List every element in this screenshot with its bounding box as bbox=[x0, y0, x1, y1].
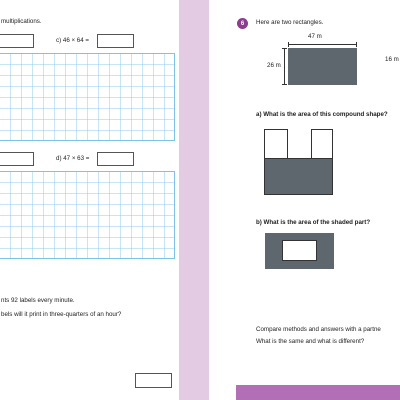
height-tick-top bbox=[282, 48, 287, 49]
question-a: a) What is the area of this compound shape? bbox=[256, 111, 388, 118]
answer-box-c[interactable] bbox=[97, 34, 134, 48]
question-b: b) What is the area of the shaded part? bbox=[256, 219, 371, 226]
answer-box-a2[interactable] bbox=[0, 152, 34, 166]
question-c: c) 46 × 64 = bbox=[56, 37, 90, 44]
compare-line1: Compare methods and answers with a partne bbox=[256, 326, 381, 333]
question-d: d) 47 × 63 = bbox=[56, 155, 90, 162]
answer-box-b[interactable] bbox=[0, 34, 34, 48]
compound-right-arm bbox=[311, 129, 333, 159]
answer-box-d[interactable] bbox=[97, 152, 134, 166]
width-tick-left bbox=[288, 42, 289, 47]
answer-box-word-problem[interactable] bbox=[135, 373, 172, 388]
working-grid-top[interactable] bbox=[0, 53, 175, 141]
unshaded-inner-rectangle bbox=[282, 240, 317, 261]
width-label: 47 m bbox=[308, 33, 322, 40]
rectangles-intro: Here are two rectangles. bbox=[256, 19, 324, 26]
word-problem-line1: nts 92 labels every minute. bbox=[1, 297, 75, 304]
width-dimension-line bbox=[288, 44, 357, 45]
instruction-text: multiplications. bbox=[1, 18, 42, 25]
large-rectangle bbox=[288, 48, 357, 85]
footer-bar bbox=[236, 385, 400, 400]
word-problem-line2: bels will it print in three-quarters of an hour? bbox=[1, 311, 122, 318]
page-gutter bbox=[179, 0, 209, 400]
working-grid-bottom[interactable] bbox=[0, 171, 175, 259]
height-dimension-line bbox=[284, 48, 285, 84]
width-tick-right bbox=[356, 42, 357, 47]
compound-left-arm bbox=[264, 129, 288, 159]
height-tick-bottom bbox=[282, 84, 287, 85]
height-label: 26 m bbox=[267, 62, 281, 69]
second-rectangle-label: 16 m bbox=[385, 56, 399, 63]
compare-line2: What is the same and what is different? bbox=[256, 338, 365, 345]
question-number-badge: 6 bbox=[237, 18, 248, 29]
compound-base bbox=[264, 158, 333, 195]
